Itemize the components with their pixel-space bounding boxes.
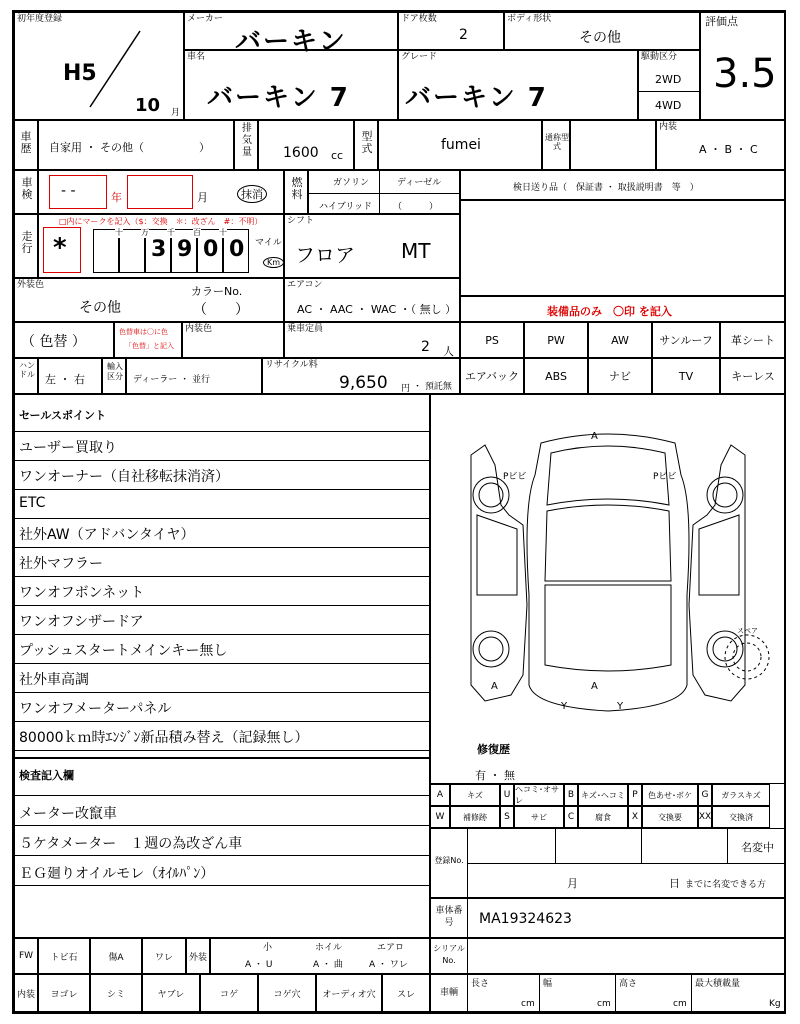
repair-history-value: 有 ・ 無 [475,769,515,782]
registration-label: 登録No. [434,856,464,865]
bottom-grid-cell: 傷A [90,938,142,974]
aircon-label: エアコン [287,280,323,290]
chassis-number: MA19324623 [479,911,572,927]
legend-cell: W [430,806,450,828]
bottom-grid-cell: スレ [382,974,430,1012]
sales-point-rule [15,634,429,635]
equipment-item: エアバック [460,358,524,394]
inspection-status-circled: 抹消 [237,185,267,203]
type-label-cell [354,120,378,170]
drive-cell [638,50,700,120]
legend-cell: キズ･ヘコミ [578,784,628,806]
first-registration-era: H5 [63,61,97,86]
first-registration-month: 10 [135,95,161,116]
equipment-item: PW [524,322,588,358]
exterior-wheel-options: A ・ 曲 [313,960,343,970]
bottom-grid-cell: トビ石 [38,938,90,974]
recycle-cell [262,358,460,394]
damage-mark-left-rear: A [491,681,498,692]
repaint-note-cell [114,322,182,358]
capacity-label: 乗車定員 [287,324,324,334]
exterior-cell [14,278,284,322]
exterior-aero-label: エアロ [377,943,405,953]
sales-point-item: 80000ｋｍ時ｴﾝｼﾞﾝ新品積み替え（記録無し） [19,730,309,746]
year-unit: 年 [111,191,122,204]
exterior-small-options: A ・ U [245,960,273,970]
mileage-label: 走行 [21,230,33,255]
shift-label: シフト [287,216,315,226]
sales-point-rule [15,576,429,577]
damage-mark-rear-left: Y [561,701,568,712]
capacity-unit: 人 [443,345,454,358]
inspection-month-unit: 月 [197,191,208,204]
sales-point-rule [15,605,429,606]
grade-cell [398,50,638,120]
displacement-label: 排気量 [242,123,252,158]
handle-value: 左 ・ 右 [45,373,85,386]
dimensions-box [430,974,786,1012]
exterior-small-label: 小 [263,943,273,953]
chassis-label: 車体番号 [435,906,463,928]
km-circled: Km [263,257,284,268]
mileage-digit: 0 [229,237,245,262]
inspection-status [237,185,267,203]
sales-point-rule [15,692,429,693]
legend-cell: キズ [450,784,500,806]
import-label-cell [102,358,126,394]
shift-position: フロア [295,243,355,267]
inspection-note-item: ＥＧ廻りオイルモレ（ｵｲﾙﾊﾟﾝ） [19,866,215,882]
sales-point-rule [15,518,429,519]
legend-cell: X [628,806,642,828]
sales-point-item: ワンオフボンネット [19,585,145,601]
legend-cell: A [430,784,450,806]
inspection-label-cell [14,170,38,214]
damage-diagram-box [430,394,786,784]
sales-points-title: セールスポイント [19,409,107,422]
docs-label: 検日送り品（ 保証書 ・ 取扱説明書 等 ） [513,183,699,193]
equipment-title: 装備品のみ 〇印 を記入 [547,305,672,318]
recycle-status: ・ 預託無 [413,382,452,392]
bottom-grid-cell: コゲ穴 [258,974,316,1012]
mileage-mark: * [53,233,67,263]
equipment-item: サンルーフ [652,322,720,358]
repaint-text: 色替 [39,334,68,350]
exterior-value: その他 [79,300,121,316]
mileage-note: □内にマークを記入（$：交換 ＊：改ざん #：不明） [59,217,263,226]
inspection-cell [38,170,284,214]
repaint-note-1: 色替車は〇に色 [119,328,168,336]
max-load-unit: Kg [769,999,781,1009]
sales-point-item: ワンオフメーターパネル [19,701,172,717]
common-type-label-cell [542,120,570,170]
interior-grade-label: 内装 [659,122,678,132]
legend-cell: 交換要 [642,806,698,828]
sales-point-item: 社外車高調 [19,672,89,688]
mileage-unit-label: 十 [115,228,123,237]
damage-mark-left-door: Pビビ [503,472,527,482]
grade-label: グレード [401,52,438,62]
inspection-year-value: - - [61,183,76,199]
recycle-unit: 円 [401,384,411,394]
handle-cell [38,358,102,394]
repaint-value: （ 色替 ） [21,334,86,350]
first-registration-label: 初年度登録 [17,14,63,24]
sales-point-rule [15,721,429,722]
fuel-label-cell [284,170,308,214]
height-label: 高さ [619,979,638,989]
history-label: 車歴 [20,130,32,155]
body-cell [504,12,700,50]
sales-point-item: 社外AW（アドバンタイヤ） [19,527,195,543]
type-value: fumei [441,137,481,153]
registration-box [430,828,786,898]
damage-mark-hood: A [591,431,598,442]
inspection-note-rule [15,825,429,826]
sales-points-box [14,394,430,758]
width-label: 幅 [543,979,553,989]
equipment-item: 革シート [720,322,786,358]
interior-grade-cell [656,120,786,170]
length-label: 長さ [471,979,490,989]
import-cell [126,358,262,394]
displacement-unit: cc [331,149,344,162]
serial-box [430,938,786,974]
legend-cell: U [500,784,514,806]
legend-cell: XX [698,806,712,828]
damage-mark-right-door: Pビビ [653,472,677,482]
fuel-diesel: ディーゼル [397,178,442,188]
fuel-label: 燃料 [291,176,303,201]
repaint-cell [14,322,114,358]
body-value: その他 [579,30,621,46]
bottom-grid-cell: ヤブレ [142,974,200,1012]
score-cell [700,12,786,120]
color-no-value: （ ） [193,302,249,318]
bottom-grid-cell: 内装 [14,974,38,1012]
docs-cell [460,170,786,200]
inspection-note-item: ５ケタメーター １週の為改ざん車 [19,836,243,852]
common-type-cell [570,120,656,170]
docs-area [460,200,786,296]
legend-cell: 交換済 [712,806,770,828]
name-change-status: 名変中 [741,841,774,854]
width-unit: cm [597,999,611,1009]
interior-color-cell [182,322,284,358]
mileage-unit-label: 万 [141,228,149,237]
history-cell [38,120,234,170]
registration-day-unit: 日 [669,877,680,890]
damage-mark-rear-right: Y [617,701,624,712]
dimensions-label: 車輌 [439,988,458,998]
interior-grade-value: A ・ B ・ C [699,143,758,156]
equipment-item: TV [652,358,720,394]
sales-point-rule [15,663,429,664]
legend-cell: 補修跡 [450,806,500,828]
sales-point-item: プッシュスタートメインキー無し [19,643,228,659]
bottom-grid-cell: シミ [90,974,142,1012]
legend-cell: P [628,784,642,806]
equipment-item: PS [460,322,524,358]
sales-point-rule [15,547,429,548]
registration-deadline: までに名変できる方 [685,880,767,890]
fuel-other: （ ） [393,202,439,212]
inspection-note-rule [15,855,429,856]
handle-label-cell [14,358,38,394]
legend-cell: ヘコミ･オサレ [514,784,564,806]
legend-cell: 腐食 [578,806,628,828]
spare-label: スペア [737,627,758,635]
inspection-notes-title: 検査記入欄 [19,769,74,782]
mileage-cell [38,214,284,278]
serial-label: シリアルNo. [433,944,465,965]
maker-value: バーキン [235,27,347,57]
exterior-detail-cell [210,938,430,974]
max-load-label: 最大積載量 [695,979,741,989]
equipment-title-cell [460,296,786,322]
score-label: 評価点 [705,15,738,28]
drive-2wd: 2WD [655,73,682,86]
color-no-label: カラーNo. [191,285,243,298]
common-type-label: 通称型式 [545,133,569,151]
km-label [263,257,284,268]
equipment-item: ナビ [588,358,652,394]
car-name-value: バーキン 7 [207,83,350,113]
bottom-grid-cell: ワレ [142,938,186,974]
inspection-month-box [127,175,193,209]
capacity-cell [284,322,460,358]
mileage-unit-label: 千 [167,228,175,237]
interior-color-label: 内装色 [185,324,213,334]
history-label-cell [14,120,38,170]
legend-cell: S [500,806,514,828]
bottom-grid-cell: 外装 [186,938,210,974]
bottom-grid-cell: オーディオ穴 [316,974,382,1012]
drive-4wd: 4WD [655,99,682,112]
inspection-label: 車検 [21,176,33,201]
inspection-notes-box [14,758,430,938]
mileage-unit-label: 百 [193,228,201,237]
mileage-digit: 3 [151,237,167,262]
grade-value: バーキン 7 [405,83,548,113]
auction-sheet [12,10,786,1014]
legend-cell: B [564,784,578,806]
mileage-label-cell [14,214,38,278]
car-name-label: 車名 [187,52,206,62]
fuel-cell [308,170,460,214]
first-registration-cell [14,12,184,120]
mileage-digit: 9 [177,237,193,262]
inspection-note-item: メーター改竄車 [19,806,117,822]
exterior-wheel-label: ホイル [315,943,343,953]
type-label: 型式 [361,130,373,155]
equipment-item: AW [588,322,652,358]
sales-point-item: 社外マフラー [19,556,103,572]
fuel-hybrid: ハイブリッド [319,202,373,212]
recycle-amount: 9,650 [339,373,388,393]
sales-point-item: ワンオーナー（自社移転抹消済） [19,469,229,485]
inspection-note-rule [15,885,429,886]
maker-label: メーカー [187,14,223,24]
car-diagram [431,395,785,725]
legend-cell: G [698,784,712,806]
type-cell [378,120,542,170]
length-unit: cm [521,999,535,1009]
bottom-grid-cell: ヨゴレ [38,974,90,1012]
sales-point-item: ETC [19,495,46,511]
sales-point-rule [15,489,429,490]
exterior-aero-options: A ・ ワレ [369,960,408,970]
doors-label: ドア枚数 [401,14,437,24]
chassis-box [430,898,786,938]
equipment-item: キーレス [720,358,786,394]
sales-point-item: ユーザー買取り [19,440,117,456]
mileage-digit: 0 [203,237,219,262]
damage-mark-rear: A [591,681,598,692]
import-value: ディーラー ・ 並行 [133,375,211,385]
legend-cell: C [564,806,578,828]
registration-month-unit: 月 [567,877,578,890]
displacement-label-cell [234,120,258,170]
height-unit: cm [673,999,687,1009]
equipment-item: ABS [524,358,588,394]
sales-point-rule [15,460,429,461]
aircon-options: AC ・ AAC ・ WAC ・（ 無し ） [297,303,457,316]
inspection-year-box [49,175,107,209]
aircon-cell [284,278,460,322]
legend-cell: ガラスキズ [712,784,770,806]
body-label: ボディ形状 [507,14,552,24]
sales-point-item: ワンオフシザードア [19,614,144,630]
legend-cell: サビ [514,806,564,828]
shift-cell [284,214,460,278]
month-unit: 月 [171,108,181,118]
bottom-grid-cell: FW [14,938,38,974]
handle-label: ハンドル [19,361,35,379]
repaint-note-2: 「色替」と記入 [125,342,174,350]
doors-value: 2 [459,27,468,43]
legend-cell: 色あせ･ボケ [642,784,698,806]
recycle-label: リサイクル料 [265,360,318,370]
fuel-gasoline: ガソリン [333,178,370,188]
displacement-value: 1600 [283,145,319,161]
displacement-cell [258,120,354,170]
doors-cell [398,12,504,50]
exterior-label: 外装色 [17,280,45,290]
mile-label: マイル [255,238,282,248]
import-label: 輸入区分 [107,362,123,381]
bottom-grid-cell: コゲ [200,974,258,1012]
score-value: 3.5 [713,51,777,97]
history-value: 自家用 ・ その他（ ） [49,141,210,154]
shift-type: MT [401,239,431,263]
car-name-cell [184,50,398,120]
sales-point-rule [15,750,429,751]
mileage-unit-label: 十 [219,228,227,237]
drive-label: 駆動区分 [641,52,678,62]
capacity-value: 2 [421,339,430,355]
repair-history-label: 修復歴 [477,743,510,756]
